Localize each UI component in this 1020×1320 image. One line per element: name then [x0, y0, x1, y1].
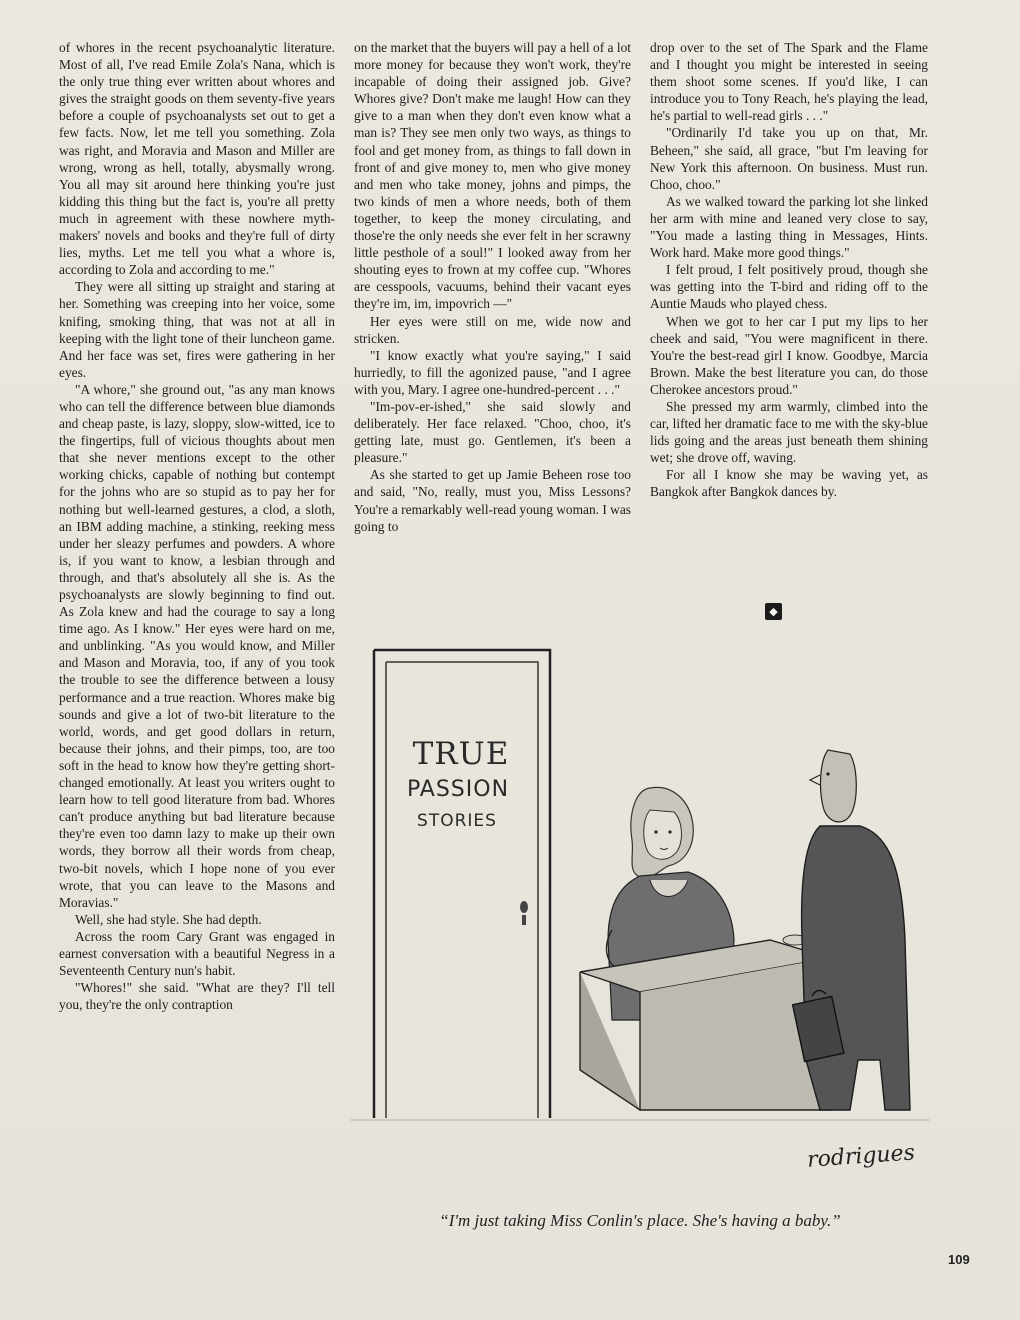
door-sign-line-3: STORIES [417, 811, 497, 831]
paragraph: For all I know she may be waving yet, as Bangkok after Bangkok dances by. [650, 467, 928, 500]
paragraph: Across the room Cary Grant was engaged in earnest conversation with a beautiful Negress in a Seventeenth Century nun's habit. [59, 928, 335, 979]
paragraph: "A whore," she ground out, "as any man knows who can tell the difference between blue diamonds and cheap paste, is lazy, sloppy, slow-witted, ice to the fingertips, full of vicious thoughts about men that she never mentions except to the other working chicks, capable of nothing but contempt for the johns who are so stupid as to pay her for nothing but well-learned gestures, a clod, a sloth, an IBM adding machine, a stinking, reeking mess under her sleazy perfumes and powders. A whore is, if you want to know, a lesbian through and through, and that's absolutely all she is. As the psychoanalysts are slowly beginning to find out. As Zola knew and had the courage to say a long time ago. As I know." Her eyes were hard on me, and unblinking. "As you would know, and Miller and Mason and Moravia, too, if any of you took the trouble to see the difference between a lousy performance and a true reaction. Whores make big sounds and give a lot of two-bit literature to the world, words, and get good dollars in return, because their johns, and their pimps, too, are too soft in the head to know how they're getting short-changed emotionally. At least you writers ought to learn how to tell good literature from bad. Whores can't produce anything but bad literature because they're even too damn lazy to make up their own words, they borrow all their words from cheap, two-bit novels, which I hope none of you ever wrote, that you can leave to the Masons and Moravias." [59, 381, 335, 910]
text-column-3 [650, 39, 928, 501]
paragraph: "Im-pov-er-ished," she said slowly and deliberately. Her face relaxed. "Choo, choo, it's getting late, must go. Gentlemen, it's been a pleasure." [354, 398, 631, 466]
text-column-1 [59, 39, 335, 1013]
page-number: 109 [948, 1252, 970, 1267]
paragraph: "I know exactly what you're saying," I said hurriedly, to fill the agonized pause, "and I agree with you, Mary. I agree one-hundred-percent . . ." [354, 347, 631, 397]
cartoon-caption: “I'm just taking Miss Conlin's place. She's having a baby.” [439, 1211, 841, 1230]
paragraph: As we walked toward the parking lot she linked her arm with mine and leaned very close to say, "You made a lasting thing in Messages, Hints. Work hard. Make more good things." [650, 193, 928, 261]
paragraph: Well, she had style. She had depth. [75, 911, 262, 927]
paragraph: They were all sitting up straight and staring at her. Something was creeping into her voice, some knifing, smoking thing, that was not at all in keeping with the light tone of their luncheon game. And her face was set, fires were gathering in her eyes. [59, 279, 335, 380]
paragraph: I felt proud, I felt positively proud, though she was getting into the T-bird and riding off to the Auntie Mauds who played chess. [650, 262, 928, 312]
paragraph: She pressed my arm warmly, climbed into the car, lifted her dramatic face to me with the sky-blue lids going and the areas just beneath them shining wet; she drove off, waving. [650, 398, 928, 466]
paragraph: As she started to get up Jamie Beheen rose too and said, "No, really, must you, Miss Lessons? You're a remarkably well-read young woman. I was going to [354, 467, 631, 534]
text-column-2 [354, 39, 631, 535]
cartoon-illustration [350, 640, 930, 1170]
man-figure [793, 750, 910, 1110]
door-sign-line-2: PASSION [406, 777, 510, 802]
paragraph: When we got to her car I put my lips to her cheek and said, "You were magnificent in there. You're the best-read girl I know. Goodbye, Marcia Brown. Make the best literature you can, do those Cherokee ancestors proud." [650, 313, 928, 397]
paragraph: of whores in the recent psychoanalytic literature. Most of all, I've read Emile Zola's Nana, which is the only true thing ever written about whores and gives the straight goods on them seventy-five years before a couple of psychoanalysts set out to get a few facts. Now, let me tell you something. Zola was right, and Moravia and Mason and Miller are wrong, wrong as hell, totally, abysmally wrong. You all may sit around here thinking you're just kidding this thing but the fact is, you're all pretty much in agreement with these nowhere myth-makers' novels and books and they're full of dirty lies, myths. Let me tell you what a whore is, according to Zola and according to me." [59, 40, 335, 278]
paragraph: "Whores!" she said. "What are they? I'll tell you, they're the only contraption [59, 980, 335, 1013]
rabbit-head-icon: ◆ [765, 603, 782, 620]
paragraph: on the market that the buyers will pay a hell of a lot more money for because they won't work, they're incapable of doing their assigned job. Give? Whores give? Don't make me laugh! How can they give to a man when they don't even know what a man is? They see men only two ways, as things to fool and get money from, as things to fall down in front of and give money to, men who give money and men who take money, johns and pimps, the two kinds of men a whore needs, both of them together, to keep the money circulating, and those're the only needs she ever felt in her scrawny little pesthole of a soul!" I looked away from her shouting eyes to frown at my coffee cup. "Whores are cesspools, vacuums, behind their vacant eyes they're im, im, impovrich —" [354, 40, 631, 312]
paragraph: "Ordinarily I'd take you up on that, Mr. Beheen," she said, all grace, "but I'm leaving for New York this afternoon. On business. Must run. Choo, choo." [650, 125, 928, 192]
paragraph: drop over to the set of The Spark and the Flame and I thought you might be interested in seeing them shoot some scenes. If you'd like, I can introduce you to Tony Reach, he's playing the lead, he's partial to well-read girls . . ." [650, 40, 928, 124]
paragraph: Her eyes were still on me, wide now and stricken. [354, 313, 631, 346]
door-sign-line-1: TRUE [412, 736, 510, 772]
artist-signature: rodrigues [806, 1140, 916, 1173]
